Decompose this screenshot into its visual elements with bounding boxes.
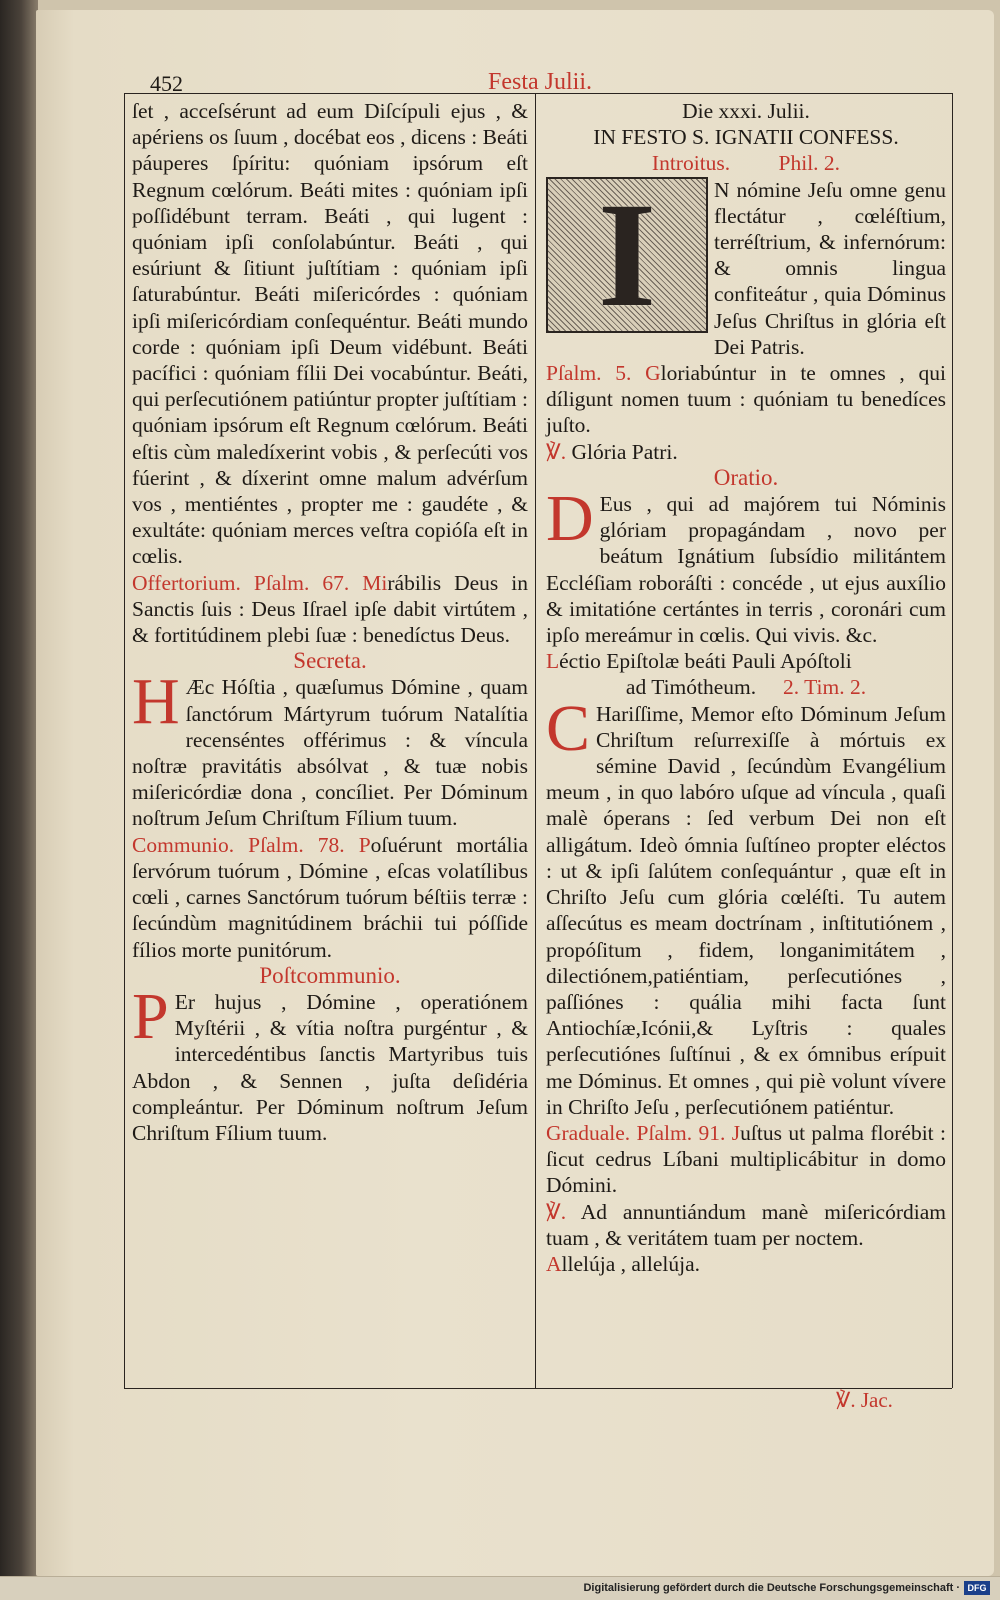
graduale-text: uſtus ut palma florébit : ſicut cedrus Líbani multiplicábitur in domo Dómini.: [546, 1120, 946, 1198]
introitus-text: N nómine Jeſu omne genu flectátur , cœléſtium, terréſtrium, & infernórum: & omnis lingua confiteátur , quia Dóminus Jeſus Chriſtus in glória eſt Dei Patris.: [714, 177, 946, 359]
lectio-reference: 2. Tim. 2.: [783, 675, 867, 700]
column-divider: [535, 93, 536, 1388]
offertorium: [132, 570, 528, 649]
oratio-text: Eus , qui ad majórem tui Nóminis glóriam propagándam , novo per beátum Ignátium ſubsídio militántem Eccléſiam roboráſti : concéde , ut ejus auxílio & imitatióne certántes in terris , coronári cum ipſo mereámur in cœlis. Qui vivis. &c.: [546, 492, 946, 648]
lectio: [546, 691, 946, 1120]
offertorium-initial: Mi: [362, 570, 388, 595]
lectio-dropcap: C: [546, 691, 591, 765]
right-column: [546, 98, 946, 1277]
oratio-heading: Oratio.: [713, 464, 779, 490]
left-column: [132, 98, 528, 1146]
gloria-line: [546, 439, 946, 465]
page-number: 452: [150, 71, 183, 96]
postcommunio-heading: Poſtcommunio.: [259, 962, 401, 988]
psalm-text: loriabúntur in te omnes , qui díligunt nomen tuum : quóniam tu benedíces juſto.: [546, 361, 946, 438]
communio-text: oſuérunt mortália ſervórum tuórum , Dómine , eſcas volatílibus cœli , carnes Sanctórum tuórum béſtiis terræ : ſecúndùm magnitúdinem bráchii tui póſſide fílios morte punitórum.: [132, 832, 529, 962]
psalm-initial: G: [645, 361, 661, 386]
versicle-icon-2: ℣.: [546, 1199, 567, 1224]
secreta-heading: Secreta.: [293, 648, 367, 674]
introitus: [546, 177, 946, 360]
lectio-title-text-2: ad Timótheum.: [625, 675, 757, 700]
introitus-reference: Phil. 2.: [778, 151, 841, 176]
ornamental-initial: [546, 177, 708, 333]
communio-label: Communio. Pſalm. 78.: [132, 832, 345, 857]
postcommunio-text: Er hujus , Dómine , operatiónem Myſtérii , & vítia noſtra purgéntur , & intercedéntibus ſanctis Martyribus tuis Abdon , & Sennen , juſta deſidéria compleántur. Per Dóminum noſtrum Jeſum Chriſtum Fílium tuum.: [132, 989, 528, 1145]
versicle-text: Ad annuntiándum manè miſericórdiam tuam , & veritátem tuam per noctem.: [546, 1199, 946, 1250]
graduale-label: Graduale. Pſalm. 91.: [546, 1120, 726, 1145]
communio: [132, 832, 528, 963]
versicle-icon: ℣.: [546, 439, 567, 464]
book-binding: [0, 0, 38, 1599]
feast-title: IN FESTO S. IGNATII CONFESS.: [593, 125, 899, 150]
catchword: ℣. Jac.: [836, 1388, 893, 1412]
bottom-rule: [124, 1388, 952, 1389]
versicle-ad-annuntiandum: [546, 1199, 946, 1251]
footer-bar: [0, 1576, 1000, 1600]
lectio-initial: L: [546, 649, 560, 674]
graduale-initial: J: [731, 1120, 741, 1145]
oratio-dropcap: D: [546, 482, 594, 556]
offertorium-label: Offertorium. Pſalm. 67.: [132, 570, 350, 595]
introitus-label: Introitus.: [651, 151, 731, 176]
feast-date: Die xxxi. Julii.: [682, 99, 810, 123]
alleluia-text: llelúja , allelúja.: [561, 1251, 701, 1276]
alleluia: [546, 1251, 946, 1277]
introitus-heading: [546, 150, 946, 176]
digitization-credit: Digitalisierung gefördert durch die Deutsche Forschungsgemeinschaft ·: [583, 1582, 960, 1594]
gloria-text: Glória Patri.: [571, 439, 678, 464]
communio-initial: P: [358, 832, 371, 857]
secreta: [132, 665, 528, 831]
frame-left: [124, 93, 125, 1388]
offertorium-text: rábilis Deus in Sanctis ſuis : Deus Iſrael ipſe dabit virtútem , & fortitúdinem plebi ſuæ : benedíctus Deus.: [132, 570, 529, 648]
graduale: [546, 1120, 946, 1199]
lectio-title-line-2: [546, 674, 946, 700]
postcommunio-dropcap: P: [132, 979, 169, 1053]
running-title: Festa Julii.: [488, 69, 593, 95]
oratio: [546, 482, 946, 648]
secreta-dropcap: H: [132, 665, 180, 739]
lectio-text: Hariſſime, Memor eſto Dóminum Jeſum Chriſtum reſurrexiſſe à mórtuis ex sémine David , ſecúndùm Evangélium meum , in quo labóro uſque ad víncula , quaſi malè óperans : ſed verbum Dei non eſt alligátum. Ideò ómnia ſuſtíneo propter eléctos : ut & ipſi ſalútem conſequántur , quæ eſt in Chriſto Jeſu cum glória cœléſti. Tu autem aſſecútus es meam doctrínam , inſtitutiónem , propóſitum , fidem, longanimitátem , dilectiónem,patiéntiam, perſecutiónes , paſſiónes : quália mihi facta ſunt Antiochíæ,Icónii,& Lyſtris : quales perſecutiónes ſuſtínui , & ex ómnibus erípuit me Dóminus. Et omnes , qui piè volunt vívere in Chriſto Jeſu , perſecutiónem patiéntur.: [546, 701, 946, 1119]
lectio-title-text: éctio Epiſtolæ beáti Pauli Apóſtoli: [559, 649, 852, 674]
lectio-title: [546, 648, 946, 674]
ornamental-initial-letter: I: [597, 176, 657, 333]
top-rule: [124, 93, 952, 94]
psalm-label: Pſalm. 5.: [546, 361, 632, 386]
gospel-ending: ſet , acceſsérunt ad eum Diſcípuli ejus , & apériens os ſuum , docébat eos , dicens : Beáti páuperes ſpíritu: quóniam ipsórum eſt Regnum cœlórum. Beáti mites : quóniam ipſi poſſidébunt terram. Beáti , qui lugent : quóniam ipſi conſolabúntur. Beáti , qui esúriunt & ſitiunt juſtítiam : quóniam ipſi ſaturabúntur. Beáti miſericórdes : quóniam ipſi miſericórdiam conſequéntur. Beáti mundo corde : quóniam ipſi Deum vidébunt. Beáti pacífici : quóniam fílii Dei vocabúntur. Beáti, qui perſecutiónem patiúntur propter juſtítiam : quóniam ipsórum eſt Regnum cœlórum. Beáti eſtis cùm maledíxerint vobis , & perſecúti vos fúerint , & díxerint omne malum advérſum vos , mentiéntes , propter me : gaudéte , & exultáte: quóniam merces veſtra copióſa eſt in cœlis.: [132, 99, 528, 569]
psalm-verse: [546, 360, 946, 439]
frame-right: [952, 93, 953, 1388]
dfg-logo-icon: DFG: [964, 1581, 990, 1595]
secreta-text: Æc Hóſtia , quæſumus Dómine , quam ſanctórum Mártyrum tuórum Natalítia recenséntes offérimus : & víncula noſtræ pravitátis absólvat , & tuæ nobis miſericórdiæ dona , concíliet. Per Dóminum noſtrum Jeſum Chriſtum Fílium tuum.: [132, 675, 528, 831]
postcommunio: [132, 979, 528, 1146]
alleluia-initial: A: [546, 1251, 562, 1276]
